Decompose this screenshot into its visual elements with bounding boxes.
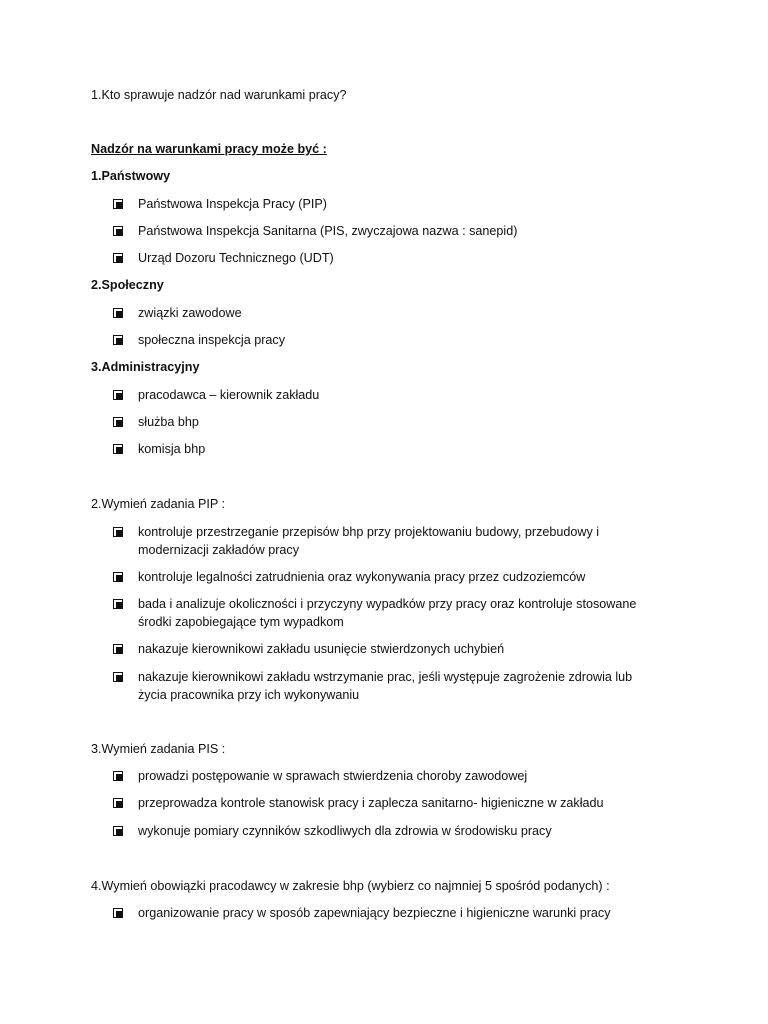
list-item: przeprowadza kontrole stanowisk pracy i zaplecza sanitarno- higieniczne w zakładu [113, 794, 653, 812]
checkbox-bullet-icon [113, 644, 123, 654]
list-item: kontroluje legalności zatrudnienia oraz wykonywania pracy przez cudzoziemców [113, 568, 653, 586]
checkbox-bullet-icon [113, 908, 123, 918]
list-item: służba bhp [113, 413, 653, 431]
list-item: kontroluje przestrzeganie przepisów bhp przy projektowaniu budowy, przebudowy i modernizacji zakładów pracy [113, 523, 653, 559]
checkbox-bullet-icon [113, 335, 123, 345]
list-item: społeczna inspekcja pracy [113, 331, 653, 349]
checkbox-bullet-icon [113, 417, 123, 427]
question-3-heading: 3.Wymień zadania PIS : [91, 742, 226, 756]
list-item: Urząd Dozoru Technicznego (UDT) [113, 249, 653, 267]
question-2-heading: 2.Wymień zadania PIP : [91, 497, 226, 511]
checkbox-bullet-icon [113, 798, 123, 808]
list-item: prowadzi postępowanie w sprawach stwierdzenia choroby zawodowej [113, 767, 653, 785]
list-item: komisja bhp [113, 440, 653, 458]
checkbox-bullet-icon [113, 826, 123, 836]
list-item: Państwowa Inspekcja Pracy (PIP) [113, 195, 653, 213]
list-item: nakazuje kierownikowi zakładu usunięcie stwierdzonych uchybień [113, 640, 653, 658]
checkbox-bullet-icon [113, 253, 123, 263]
checkbox-bullet-icon [113, 599, 123, 609]
list-item: nakazuje kierownikowi zakładu wstrzymanie prac, jeśli występuje zagrożenie zdrowia lub życia pracownika przy ich wykonywaniu [113, 668, 653, 704]
question-4-heading: 4.Wymień obowiązki pracodawcy w zakresie bhp (wybierz co najmniej 5 spośród podanych) : [91, 879, 610, 893]
checkbox-bullet-icon [113, 672, 123, 682]
checkbox-bullet-icon [113, 572, 123, 582]
list-item: organizowanie pracy w sposób zapewniający bezpieczne i higieniczne warunki pracy [113, 904, 653, 922]
list-item: związki zawodowe [113, 304, 653, 322]
list-item: bada i analizuje okoliczności i przyczyny wypadków przy pracy oraz kontroluje stosowane środki zapobiegające tym wypadkom [113, 595, 653, 631]
checkbox-bullet-icon [113, 308, 123, 318]
checkbox-bullet-icon [113, 444, 123, 454]
checkbox-bullet-icon [113, 390, 123, 400]
question-1-heading: 1.Kto sprawuje nadzór nad warunkami pracy? [91, 88, 347, 102]
group-social-title: 2.Społeczny [91, 278, 164, 292]
supervision-subheading: Nadzór na warunkami pracy może być : [91, 142, 327, 156]
list-item: pracodawca – kierownik zakładu [113, 386, 653, 404]
checkbox-bullet-icon [113, 771, 123, 781]
list-item: Państwowa Inspekcja Sanitarna (PIS, zwyczajowa nazwa : sanepid) [113, 222, 653, 240]
list-item: wykonuje pomiary czynników szkodliwych dla zdrowia w środowisku pracy [113, 822, 653, 840]
checkbox-bullet-icon [113, 226, 123, 236]
checkbox-bullet-icon [113, 527, 123, 537]
group-administrative-title: 3.Administracyjny [91, 360, 200, 374]
checkbox-bullet-icon [113, 199, 123, 209]
group-state-title: 1.Państwowy [91, 169, 171, 183]
